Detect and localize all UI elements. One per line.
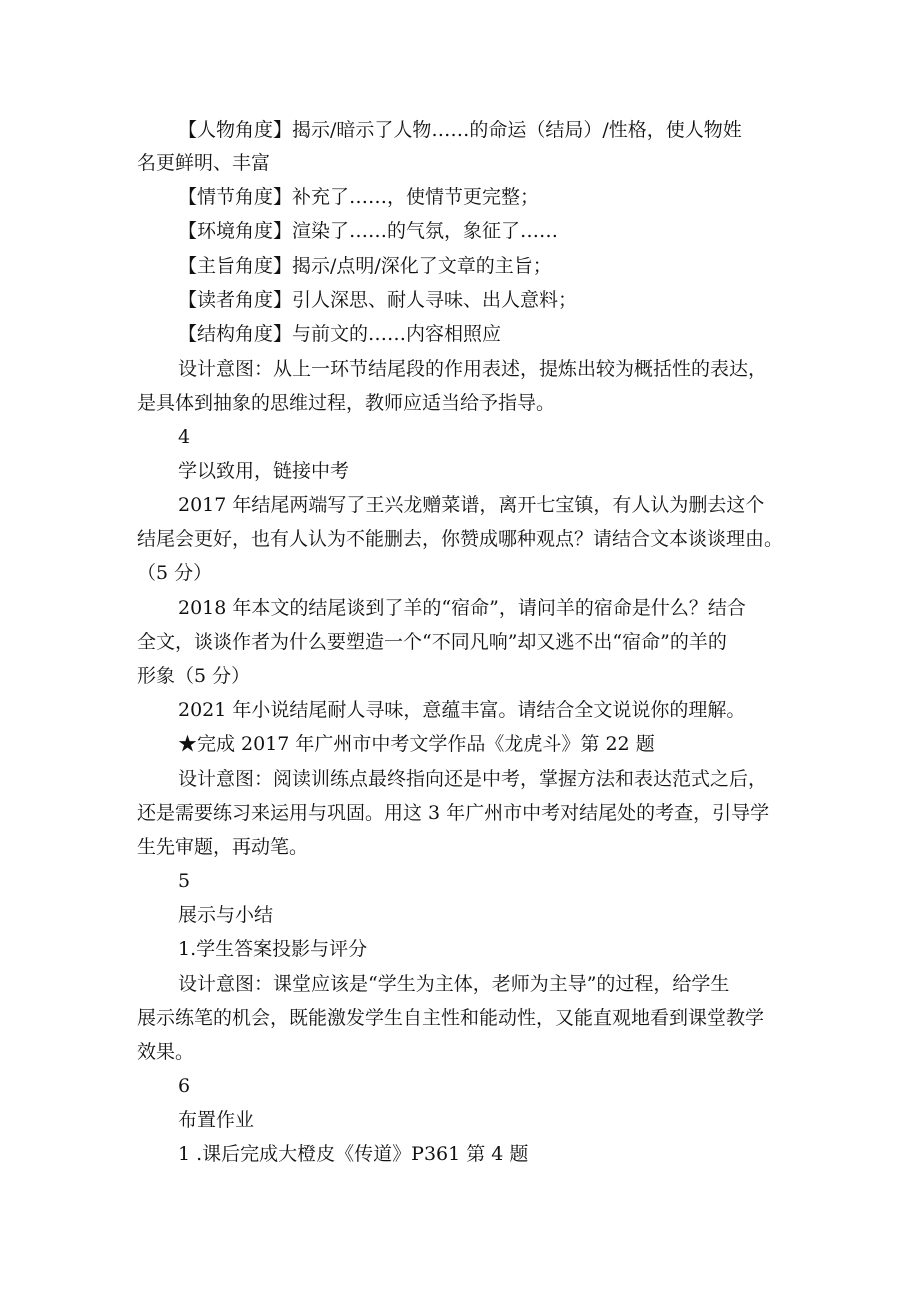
question-2017-line2: 结尾会更好，也有人认为不能删去，你赞成哪种观点？请结合文本谈谈理由。: [137, 528, 784, 550]
design-intent-4-line3: 生先审题，再动笔。: [137, 836, 309, 858]
step-4-title: 学以致用，链接中考: [178, 460, 350, 482]
step-5-item-1: 1.学生答案投影与评分: [178, 938, 368, 960]
step-6-title: 布置作业: [178, 1109, 255, 1131]
question-2017-line3: （5 分）: [137, 562, 213, 584]
question-2017-line1: 2017 年结尾两端写了王兴龙赠菜谱，离开七宝镇，有人认为删去这个: [178, 494, 765, 516]
perspective-structure: 【结构角度】与前文的……内容相照应: [178, 323, 502, 345]
design-intent-5-line2: 展示练笔的机会，既能激发学生自主性和能动性，又能直观地看到课堂教学: [137, 1007, 765, 1029]
design-intent-5-line3: 效果。: [137, 1041, 195, 1063]
perspective-character-line2: 名更鲜明、丰富: [137, 152, 271, 174]
design-intent-5-line1: 设计意图：课堂应该是“学生为主体，老师为主导”的过程，给学生: [178, 973, 730, 995]
perspective-plot: 【情节角度】补充了……，使情节更完整；: [178, 186, 540, 208]
step-6-number: 6: [178, 1075, 191, 1097]
design-intent-4-line1: 设计意图：阅读训练点最终指向还是中考，掌握方法和表达范式之后，: [178, 768, 768, 790]
step-5-title: 展示与小结: [178, 904, 274, 926]
design-intent-4-line2: 还是需要练习来运用与巩固。用这 3 年广州市中考对结尾处的考查，引导学: [137, 802, 770, 824]
task-longhudou: ★完成 2017 年广州市中考文学作品《龙虎斗》第 22 题: [178, 733, 655, 755]
homework-item-1: 1 .课后完成大橙皮《传道》P361 第 4 题: [178, 1143, 529, 1165]
design-intent-3-line2: 是具体到抽象的思维过程，教师应适当给予指导。: [137, 392, 556, 414]
design-intent-3-line1: 设计意图：从上一环节结尾段的作用表述，提炼出较为概括性的表达，: [178, 358, 768, 380]
step-4-number: 4: [178, 426, 191, 448]
perspective-environment: 【环境角度】渲染了……的气氛，象征了……: [178, 220, 559, 242]
question-2018-line3: 形象（5 分）: [137, 665, 251, 687]
perspective-character-line1: 【人物角度】揭示/暗示了人物……的命运（结局）/性格，使人物姓: [178, 119, 742, 141]
question-2021: 2021 年小说结尾耐人寻味，意蕴丰富。请结合全文说说你的理解。: [178, 699, 746, 721]
perspective-reader: 【读者角度】引人深思、耐人寻味、出人意料；: [178, 289, 578, 311]
step-5-number: 5: [178, 870, 191, 892]
perspective-theme: 【主旨角度】揭示/点明/深化了文章的主旨；: [178, 255, 552, 277]
question-2018-line2: 全文，谈谈作者为什么要塑造一个“不同凡响”却又逃不出“宿命”的羊的: [137, 631, 727, 653]
question-2018-line1: 2018 年本文的结尾谈到了羊的“宿命”，请问羊的宿命是什么？结合: [178, 597, 746, 619]
